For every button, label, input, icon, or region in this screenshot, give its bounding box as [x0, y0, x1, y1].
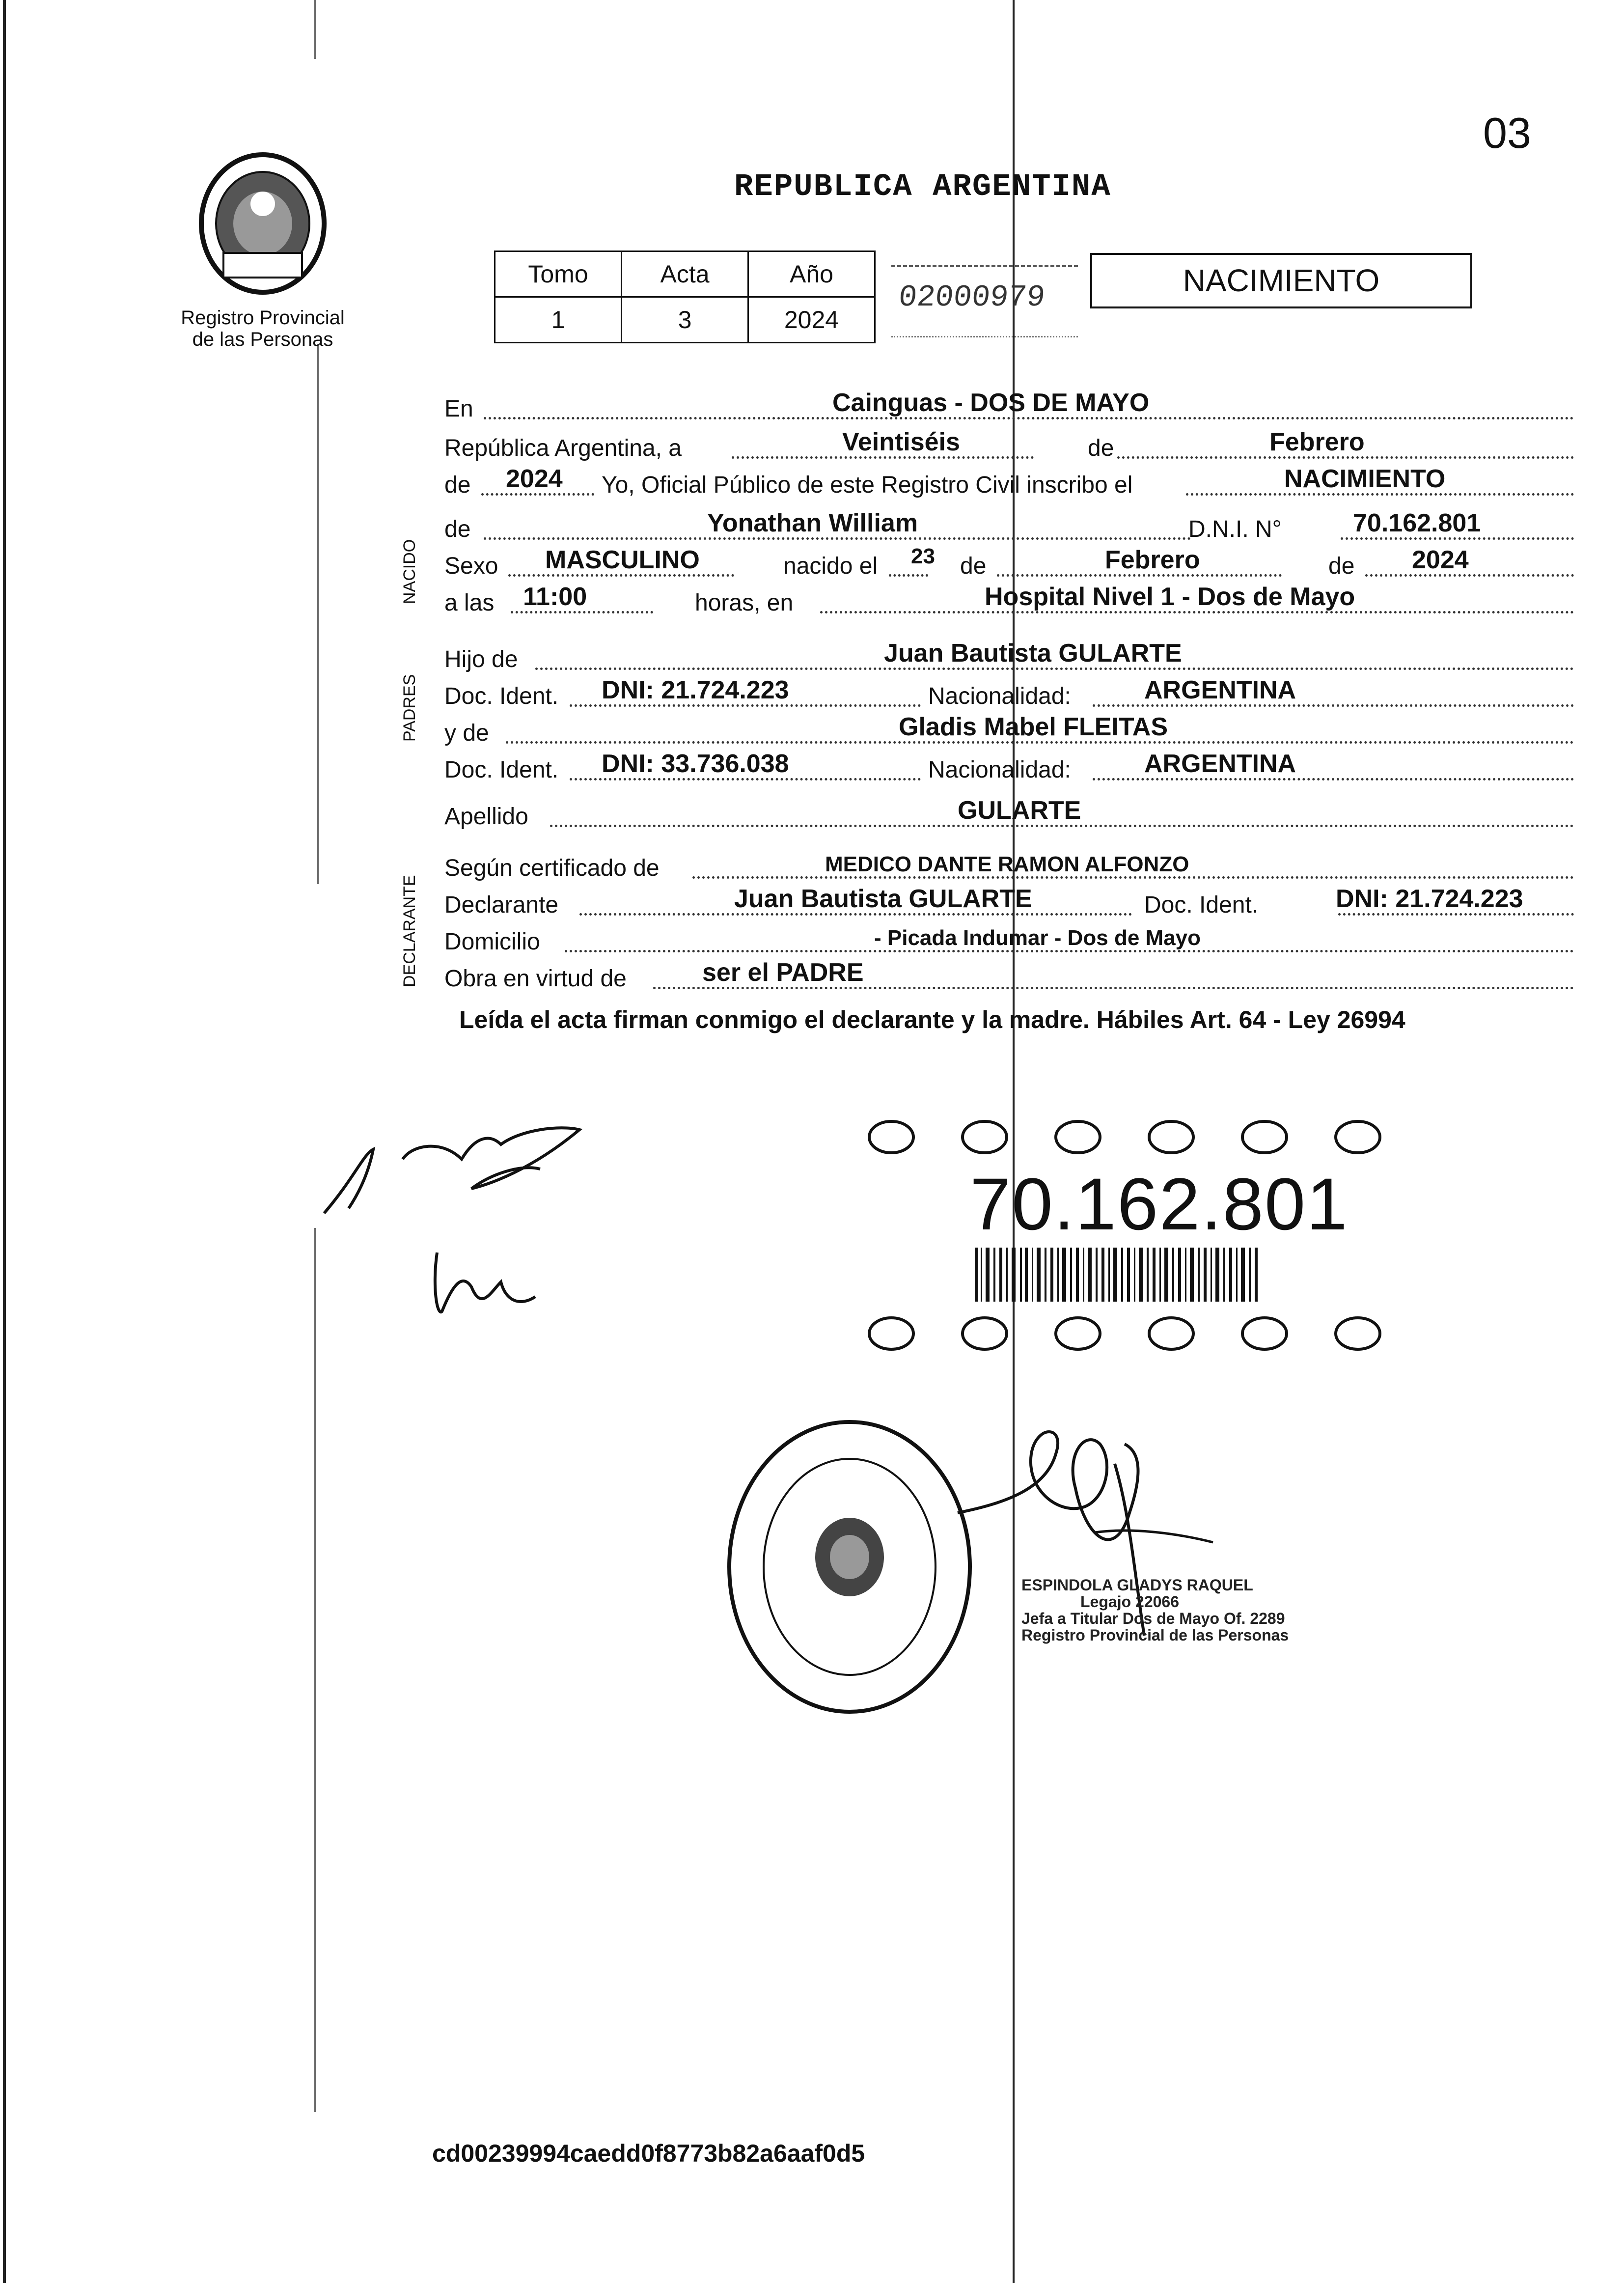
row-inscribo	[444, 464, 1535, 503]
madre-value: Gladis Mabel FLEITAS	[899, 713, 1168, 741]
yde-label: y de	[444, 720, 489, 746]
declarant-signature-icon	[314, 1081, 668, 1336]
province-emblem-icon	[194, 150, 331, 297]
republica-label: República Argentina, a	[444, 435, 682, 461]
nacido-label: nacido el	[783, 553, 878, 579]
sexo-label: Sexo	[444, 553, 498, 579]
nombre-label: de	[444, 516, 471, 542]
de2-label: de	[444, 472, 471, 498]
nac2-value: ARGENTINA	[1144, 750, 1296, 778]
registry-label-line2: de las Personas	[192, 329, 333, 350]
sticker-number: 70.162.801	[970, 1163, 1349, 1245]
left-margin-line	[3, 0, 6, 2283]
hijo-label: Hijo de	[444, 646, 518, 672]
doc3-value: DNI: 21.724.223	[1336, 885, 1523, 913]
row-sexo	[444, 545, 1535, 585]
row-doc2	[444, 749, 1535, 788]
margin-tick	[317, 344, 319, 884]
row-nombre	[444, 508, 1535, 548]
row-domicilio	[444, 921, 1535, 960]
side-label-nacido: NACIDO	[400, 539, 419, 604]
side-label-declarante: DECLARANTE	[400, 875, 419, 987]
year-value: 2024	[506, 465, 563, 493]
apellido-label: Apellido	[444, 804, 528, 830]
doc2-label: Doc. Ident.	[444, 757, 559, 783]
side-label-padres: PADRES	[400, 674, 419, 742]
row-hijo	[444, 639, 1535, 678]
official-stamp-line4: Registro Provincial de las Personas	[1021, 1626, 1289, 1644]
row-obra	[444, 958, 1535, 997]
padre-value: Juan Bautista GULARTE	[884, 639, 1182, 668]
domicilio-value: - Picada Indumar - Dos de Mayo	[874, 926, 1201, 950]
nacido-mes: Febrero	[1105, 546, 1200, 574]
tomo-value: 1	[495, 297, 622, 343]
certificado-label: Según certificado de	[444, 855, 660, 881]
de-label: de	[1088, 435, 1114, 461]
apellido-value: GULARTE	[958, 796, 1081, 825]
row-declarante	[444, 884, 1535, 923]
nacido-dia: 23	[911, 544, 935, 568]
lugar-value: Hospital Nivel 1 - Dos de Mayo	[985, 583, 1355, 611]
serial-number: 02000979	[897, 280, 1047, 315]
row-madre	[444, 712, 1535, 752]
row-hora	[444, 582, 1535, 621]
official-stamp-line1: ESPINDOLA GLADYS RAQUEL	[1021, 1576, 1253, 1594]
row-en	[444, 388, 1535, 427]
nac2-label: Nacionalidad:	[928, 757, 1071, 783]
dni-label: D.N.I. N°	[1188, 516, 1282, 542]
dotted-line	[889, 574, 928, 577]
inscribo-value: NACIMIENTO	[1284, 465, 1446, 493]
tomo-header: Tomo	[495, 251, 622, 297]
nacido-de2-label: de	[1328, 553, 1355, 579]
declarante-label: Declarante	[444, 892, 559, 918]
row-doc1	[444, 675, 1535, 715]
nombre-value: Yonathan William	[707, 509, 918, 537]
doc1-label: Doc. Ident.	[444, 683, 559, 709]
registry-label	[169, 307, 356, 350]
margin-tick	[314, 0, 316, 59]
doc3-label: Doc. Ident.	[1144, 892, 1259, 918]
page-number: 03	[1483, 109, 1531, 157]
acta-value: 3	[622, 297, 748, 343]
doc2-value: DNI: 33.736.038	[602, 750, 789, 778]
obra-value: ser el PADRE	[702, 958, 864, 987]
row-apellido	[444, 796, 1535, 835]
official-signature-icon	[908, 1415, 1301, 1734]
doc1-value: DNI: 21.724.223	[602, 676, 789, 704]
row-fecha	[444, 427, 1535, 467]
anio-header: Año	[748, 251, 875, 297]
official-name-stamp	[1021, 1577, 1289, 1643]
obra-label: Obra en virtud de	[444, 966, 627, 992]
hora-value: 11:00	[523, 583, 587, 611]
book-reference-table	[494, 251, 876, 343]
hora-label: a las	[444, 590, 495, 616]
domicilio-label: Domicilio	[444, 929, 540, 955]
document-title: REPUBLICA ARGENTINA	[734, 169, 1111, 205]
nacido-anio: 2024	[1412, 546, 1469, 574]
document-hash: cd00239994caedd0f8773b82a6aaf0d5	[432, 2140, 865, 2167]
horas-en-label: horas, en	[695, 590, 794, 616]
nacido-de-label: de	[960, 553, 987, 579]
official-stamp-line2: Legajo 22066	[1080, 1593, 1179, 1611]
nac1-value: ARGENTINA	[1144, 676, 1296, 704]
month-value: Febrero	[1269, 428, 1365, 456]
closing-text: Leída el acta firman conmigo el declarante y la madre. Hábiles Art. 64 - Ley 26994	[459, 1006, 1405, 1033]
sexo-value: MASCULINO	[545, 546, 700, 574]
dni-sticker	[852, 1108, 1441, 1363]
row-certificado	[444, 847, 1535, 887]
dotted-line	[1365, 574, 1574, 577]
en-value: Cainguas - DOS DE MAYO	[832, 389, 1150, 417]
day-value: Veintiséis	[842, 428, 960, 456]
record-type-box: NACIMIENTO	[1090, 253, 1472, 308]
margin-tick	[314, 1228, 316, 2112]
acta-header: Acta	[622, 251, 748, 297]
nac1-label: Nacionalidad:	[928, 683, 1071, 709]
dni-value: 70.162.801	[1353, 509, 1481, 537]
registry-label-line1: Registro Provincial	[181, 307, 345, 329]
inscribo-label: Yo, Oficial Público de este Registro Civil inscribo el	[602, 472, 1133, 498]
official-stamp-line3: Jefa a Titular Dos de Mayo Of. 2289	[1021, 1610, 1285, 1627]
certificado-value: MEDICO DANTE RAMON ALFONZO	[825, 852, 1189, 876]
anio-value: 2024	[748, 297, 875, 343]
declarante-value: Juan Bautista GULARTE	[734, 885, 1032, 913]
en-label: En	[444, 396, 473, 422]
